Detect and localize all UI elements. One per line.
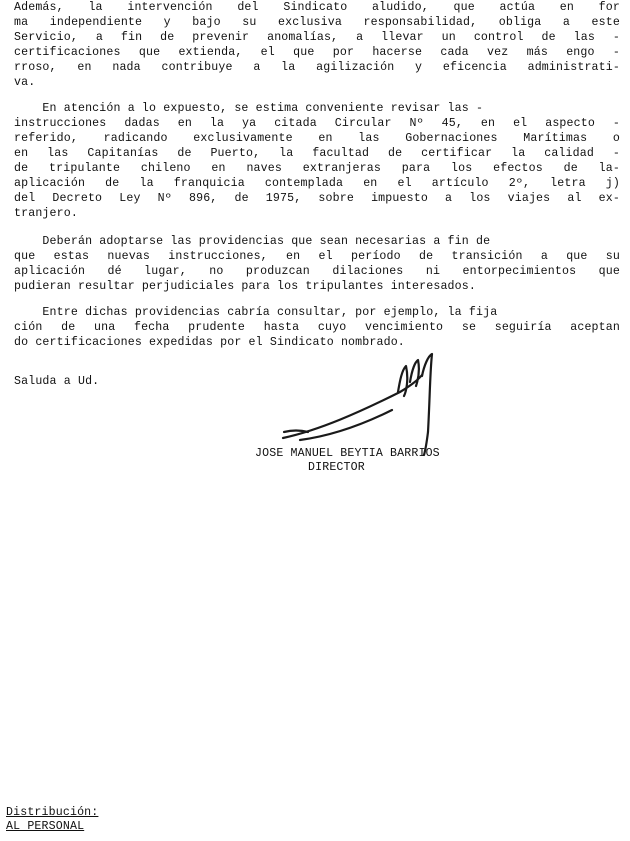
text-line: instrucciones dadas en la ya citada Circular Nº 45, en el aspecto - xyxy=(14,117,620,130)
text-line: que estas nuevas instrucciones, en el período de transición a que su xyxy=(14,250,620,263)
text-line: ma independiente y bajo su exclusiva responsabilidad, obliga a este xyxy=(14,16,620,29)
text-line: En atención a lo expuesto, se estima conveniente revisar las - xyxy=(14,102,484,115)
text-line: referido, radicando exclusivamente en las Gobernaciones Marítimas o xyxy=(14,132,620,145)
text-line: rroso, en nada contribuye a la agilización y eficencia administrati- xyxy=(14,61,620,74)
text-line: Entre dichas providencias cabría consultar, por ejemplo, la fija xyxy=(14,306,498,319)
text-line: en las Capitanías de Puerto, la facultad de certificar la calidad - xyxy=(14,147,620,160)
text-line: Además, la intervención del Sindicato aludido, que actúa en for xyxy=(14,1,620,14)
text-line: pudieran resultar perjudiciales para los tripulantes interesados. xyxy=(14,280,476,293)
distribution-label: Distribución: xyxy=(6,806,99,819)
text-line: Deberán adoptarse las providencias que sean necesarias a fin de xyxy=(14,235,491,248)
text-line: aplicación dé lugar, no produzcan dilaciones ni entorpecimientos que xyxy=(14,265,620,278)
distribution-recipient: AL PERSONAL xyxy=(6,820,85,833)
text-line: del Decreto Ley Nº 896, de 1975, sobre impuesto a los viajes al ex- xyxy=(14,192,620,205)
signatory-name: JOSE MANUEL BEYTIA BARRIOS xyxy=(255,447,440,460)
closing-salutation: Saluda a Ud. xyxy=(14,375,100,388)
text-line: Servicio, a fin de prevenir anomalías, a llevar un control de las - xyxy=(14,31,620,44)
text-line: de tripulante chileno en naves extranjeras para los efectos de la- xyxy=(14,162,620,175)
signatory-title: DIRECTOR xyxy=(308,461,365,474)
text-line: do certificaciones expedidas por el Sindicato nombrado. xyxy=(14,336,405,349)
distribution-block xyxy=(6,806,98,834)
text-line: certificaciones que extienda, el que por hacerse cada vez más engo - xyxy=(14,46,620,59)
text-line: tranjero. xyxy=(14,207,78,220)
text-line: ción de una fecha prudente hasta cuyo vencimiento se seguiría aceptan xyxy=(14,321,620,334)
text-line: aplicación de la franquicia contemplada en el artículo 2º, letra j) xyxy=(14,177,620,190)
text-line: va. xyxy=(14,76,36,89)
